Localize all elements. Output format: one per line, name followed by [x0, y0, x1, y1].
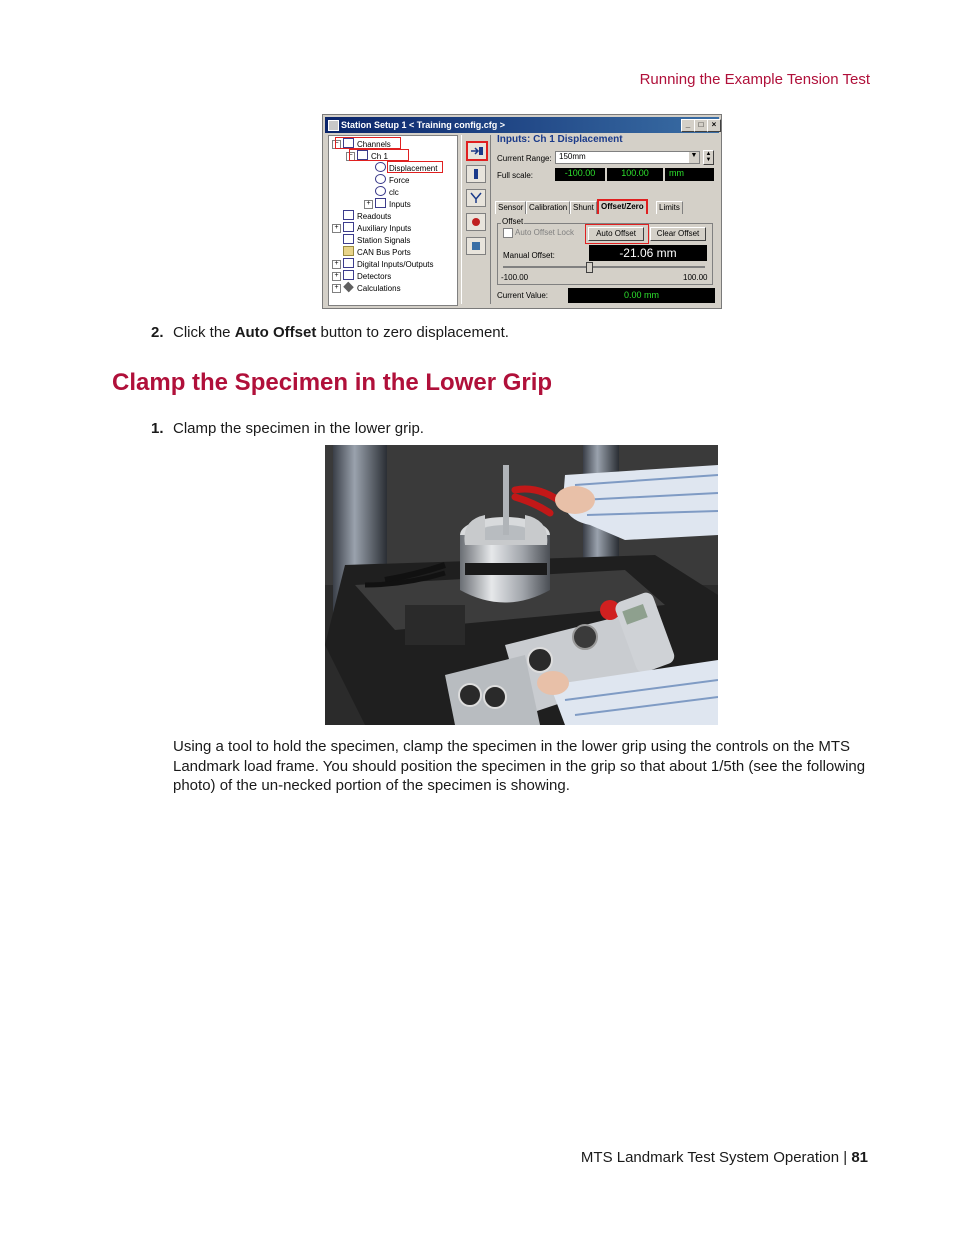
- tab-limits[interactable]: Limits: [656, 201, 683, 214]
- full-scale-label: Full scale:: [497, 171, 534, 180]
- tree-item-can-bus-ports[interactable]: [343, 246, 411, 257]
- tree-label: Force: [389, 176, 410, 185]
- footer-text: MTS Landmark Test System Operation |: [580, 1149, 852, 1166]
- tree-label: CAN Bus Ports: [357, 248, 411, 257]
- sensor-icon: [375, 162, 386, 172]
- current-range-label: Current Range:: [497, 154, 552, 163]
- calc-icon: [343, 282, 353, 292]
- tree-label: Auxiliary Inputs: [357, 224, 412, 233]
- filter-icon: [469, 192, 483, 204]
- highlight-displacement: [387, 161, 443, 173]
- side-toolbar: [461, 135, 491, 304]
- tree-item-station-signals[interactable]: [343, 234, 410, 245]
- running-header: Running the Example Tension Test: [639, 71, 870, 88]
- current-range-value: 150mm: [559, 152, 586, 161]
- tree-item-detectors[interactable]: [343, 270, 391, 281]
- inputs-icon: [470, 145, 484, 157]
- detector-icon: [343, 270, 354, 280]
- highlight-auto-offset: [585, 224, 649, 244]
- tree-item-auxiliary-inputs[interactable]: [343, 222, 411, 233]
- readout-icon: [343, 210, 354, 220]
- tree-label: Calculations: [357, 284, 401, 293]
- sensor-icon: [375, 174, 386, 184]
- step-number: 2.: [151, 324, 164, 341]
- tree-item-digital-io[interactable]: [343, 258, 433, 269]
- signal-icon: [343, 234, 354, 244]
- step-1: [151, 420, 424, 437]
- maximize-button[interactable]: □: [694, 119, 708, 132]
- window-title: Station Setup 1 < Training config.cfg >: [341, 120, 506, 130]
- tree-item-readouts[interactable]: [343, 210, 391, 221]
- app-icon: [328, 120, 339, 131]
- signal-icon: [469, 216, 483, 228]
- offset-group-label: Offset: [502, 217, 524, 226]
- full-scale-max: 100.00: [607, 168, 663, 181]
- tab-offset-zero[interactable]: Offset/Zero: [597, 199, 648, 214]
- inputs-tool-button[interactable]: [466, 141, 488, 161]
- tree-item-inputs[interactable]: [375, 198, 411, 209]
- current-value-label: Current Value:: [497, 291, 548, 300]
- tab-sensor[interactable]: Sensor: [495, 201, 526, 214]
- tree-label: Digital Inputs/Outputs: [357, 260, 434, 269]
- input-icon: [375, 198, 386, 208]
- window-titlebar: [325, 117, 719, 133]
- auto-offset-lock-checkbox[interactable]: [503, 228, 513, 238]
- station-setup-screenshot: [322, 114, 722, 309]
- offset-slider-track[interactable]: [503, 266, 705, 268]
- slider-min-label: -100.00: [501, 273, 529, 282]
- expand-icon[interactable]: +: [332, 284, 341, 293]
- current-value-display: 0.00 mm: [568, 288, 715, 303]
- step-bold: Auto Offset: [234, 324, 317, 341]
- highlight-ch1: [349, 149, 409, 161]
- collapse-icon[interactable]: −: [332, 140, 341, 149]
- expand-icon[interactable]: +: [332, 272, 341, 281]
- current-range-select[interactable]: [555, 151, 700, 164]
- section-heading: Clamp the Specimen in the Lower Grip: [112, 369, 553, 396]
- filter-tool-button[interactable]: [466, 189, 486, 207]
- expand-icon[interactable]: +: [332, 224, 341, 233]
- expand-icon[interactable]: +: [332, 260, 341, 269]
- scope-icon: [469, 240, 483, 252]
- aux-icon: [343, 222, 354, 232]
- tree-label: Channels: [357, 140, 391, 149]
- tree-item-clc[interactable]: [375, 186, 399, 197]
- instruction-paragraph: Using a tool to hold the specimen, clamp the specimen in the lower grip using the controls on the MTS Landmark load frame. You should position the specimen in the grip so that about 1/5th (see the following photo) of the un-necked portion of the specimen is showing.: [173, 738, 866, 794]
- full-scale-unit: mm: [665, 168, 714, 181]
- clear-offset-button[interactable]: Clear Offset: [650, 227, 706, 241]
- inputs-panel: [493, 133, 719, 306]
- collapse-icon[interactable]: −: [346, 152, 355, 161]
- panel-title: Inputs: Ch 1 Displacement: [497, 134, 623, 145]
- tree-label: Station Signals: [357, 236, 411, 245]
- tab-calibration[interactable]: Calibration: [526, 201, 570, 214]
- page-footer: [581, 1149, 868, 1166]
- tree-label: Displacement: [389, 164, 438, 173]
- meter-tool-button[interactable]: [466, 165, 486, 183]
- highlight-channels: [335, 137, 401, 149]
- sensor-icon: [375, 186, 386, 196]
- digital-icon: [343, 258, 354, 268]
- tree-item-calculations[interactable]: [343, 282, 401, 293]
- chevron-down-icon: ▼: [689, 152, 699, 163]
- auto-offset-button[interactable]: Auto Offset: [588, 227, 644, 241]
- expand-icon[interactable]: +: [364, 200, 373, 209]
- tree-label: Readouts: [357, 212, 392, 221]
- tree-label: clc: [389, 188, 399, 197]
- photo-illustration: [325, 445, 718, 725]
- close-button[interactable]: ×: [707, 119, 721, 132]
- tab-shunt[interactable]: Shunt: [570, 201, 597, 214]
- offset-slider-thumb[interactable]: [586, 262, 593, 273]
- folder-icon: [343, 246, 354, 256]
- step-text-before: Click the: [173, 324, 235, 341]
- slider-max-label: 100.00: [683, 273, 708, 282]
- manual-offset-value: -21.06 mm: [589, 245, 707, 261]
- auto-offset-lock-label: Auto Offset Lock: [515, 228, 574, 237]
- range-spinner[interactable]: ▲ ▼: [703, 150, 714, 165]
- step-2: [151, 324, 509, 341]
- manual-offset-label: Manual Offset:: [503, 251, 555, 260]
- step-number: 1.: [151, 420, 164, 437]
- tree-label: Ch 1: [371, 152, 388, 161]
- page-number: 81: [851, 1149, 868, 1166]
- scope-tool-button[interactable]: [466, 237, 486, 255]
- signal-tool-button[interactable]: [466, 213, 486, 231]
- tree-label: Detectors: [357, 272, 392, 281]
- station-tree: [328, 135, 458, 306]
- tree-label: Inputs: [389, 200, 411, 209]
- meter-icon: [469, 168, 483, 180]
- minimize-button[interactable]: _: [681, 119, 695, 132]
- full-scale-min: -100.00: [555, 168, 605, 181]
- load-frame-photo: [325, 445, 718, 725]
- tree-item-force[interactable]: [375, 174, 409, 185]
- step-text: Clamp the specimen in the lower grip.: [173, 420, 424, 437]
- step-text-after: button to zero displacement.: [316, 324, 509, 341]
